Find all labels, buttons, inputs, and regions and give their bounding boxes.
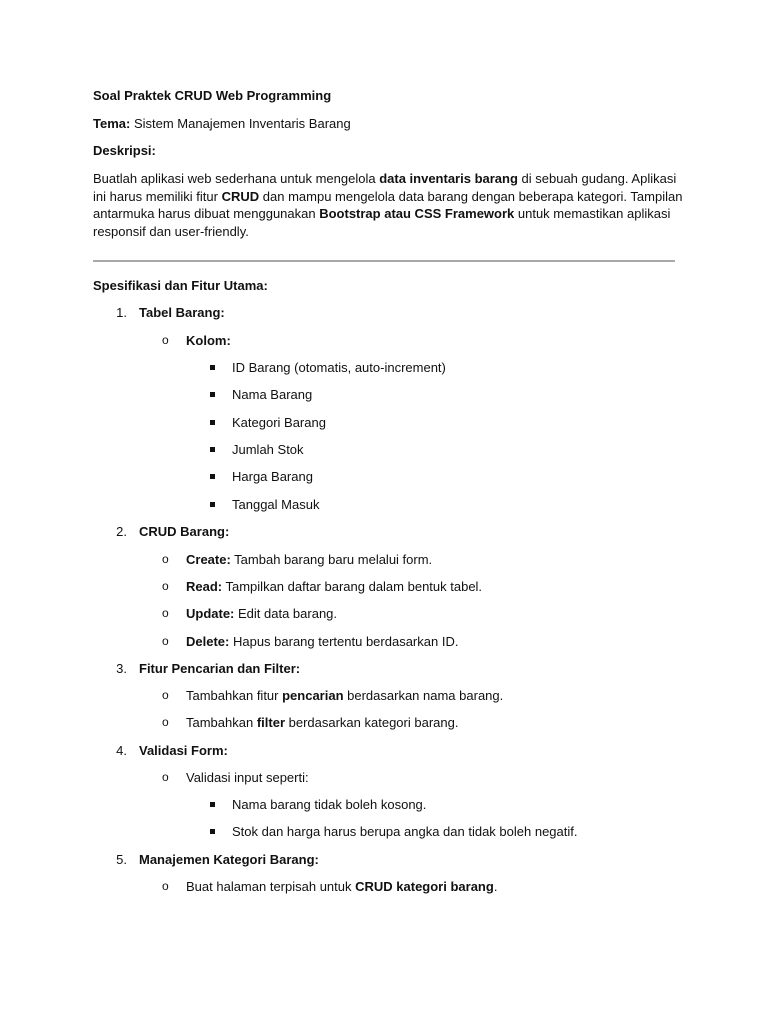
circle-bullet: o [162,606,169,620]
tema-line: Tema: Sistem Manajemen Inventaris Barang [93,116,351,131]
circle-bullet: o [162,579,169,593]
circle-bullet: o [162,552,169,566]
section-number: 1. [116,305,127,320]
kolom-label: Kolom: [186,333,231,348]
document-title: Soal Praktek CRUD Web Programming [93,88,332,103]
list-item: Update: Edit data barang. [186,606,338,621]
circle-bullet: o [162,770,169,784]
section-number: 4. [116,743,127,758]
square-bullet [210,420,215,425]
list-item: Jumlah Stok [232,442,304,457]
square-bullet [210,392,215,397]
square-bullet [210,365,215,370]
list-item: Tanggal Masuk [232,497,320,512]
list-item: Buat halaman terpisah untuk CRUD kategori barang. [186,879,498,894]
list-item: ID Barang (otomatis, auto-increment) [232,360,446,375]
section-title-validasi-form: Validasi Form: [139,743,228,758]
circle-bullet: o [162,634,169,648]
square-bullet [210,802,215,807]
section-title-manajemen-kategori: Manajemen Kategori Barang: [139,852,319,867]
section-title-crud-barang: CRUD Barang: [139,524,230,539]
section-number: 2. [116,524,127,539]
list-item: Delete: Hapus barang tertentu berdasarkan ID. [186,634,459,649]
list-item: Nama Barang [232,387,313,402]
circle-bullet: o [162,333,169,347]
horizontal-rule [93,260,675,262]
section-title-pencarian-filter: Fitur Pencarian dan Filter: [139,661,301,676]
section-number: 5. [116,852,127,867]
square-bullet [210,502,215,507]
circle-bullet: o [162,715,169,729]
square-bullet [210,474,215,479]
description-paragraph: Buatlah aplikasi web sederhana untuk mengelola data inventaris barang di sebuah gudang. Aplikasi ini harus memiliki fitur CRUD dan mampu mengelola data barang dengan beberapa kategori. Tampilan antarmuka harus dibuat menggunakan Bootstrap atau CSS Framework untuk memastikan aplikasi responsif dan user-friendly. [93,171,683,240]
list-item: Create: Tambah barang baru melalui form. [186,552,433,567]
list-item: Validasi input seperti: [186,770,309,785]
list-item: Stok dan harga harus berupa angka dan tidak boleh negatif. [232,824,578,839]
list-item: Kategori Barang [232,415,326,430]
section-title-tabel-barang: Tabel Barang: [139,305,225,320]
section-number: 3. [116,661,127,676]
list-item: Read: Tampilkan daftar barang dalam bentuk tabel. [186,579,483,594]
list-item: Harga Barang [232,469,313,484]
circle-bullet: o [162,688,169,702]
square-bullet [210,447,215,452]
circle-bullet: o [162,879,169,893]
spec-heading: Spesifikasi dan Fitur Utama: [93,278,268,293]
list-item: Tambahkan filter berdasarkan kategori barang. [186,715,459,730]
deskripsi-label: Deskripsi: [93,143,156,158]
list-item: Nama barang tidak boleh kosong. [232,797,427,812]
square-bullet [210,829,215,834]
list-item: Tambahkan fitur pencarian berdasarkan nama barang. [186,688,504,703]
